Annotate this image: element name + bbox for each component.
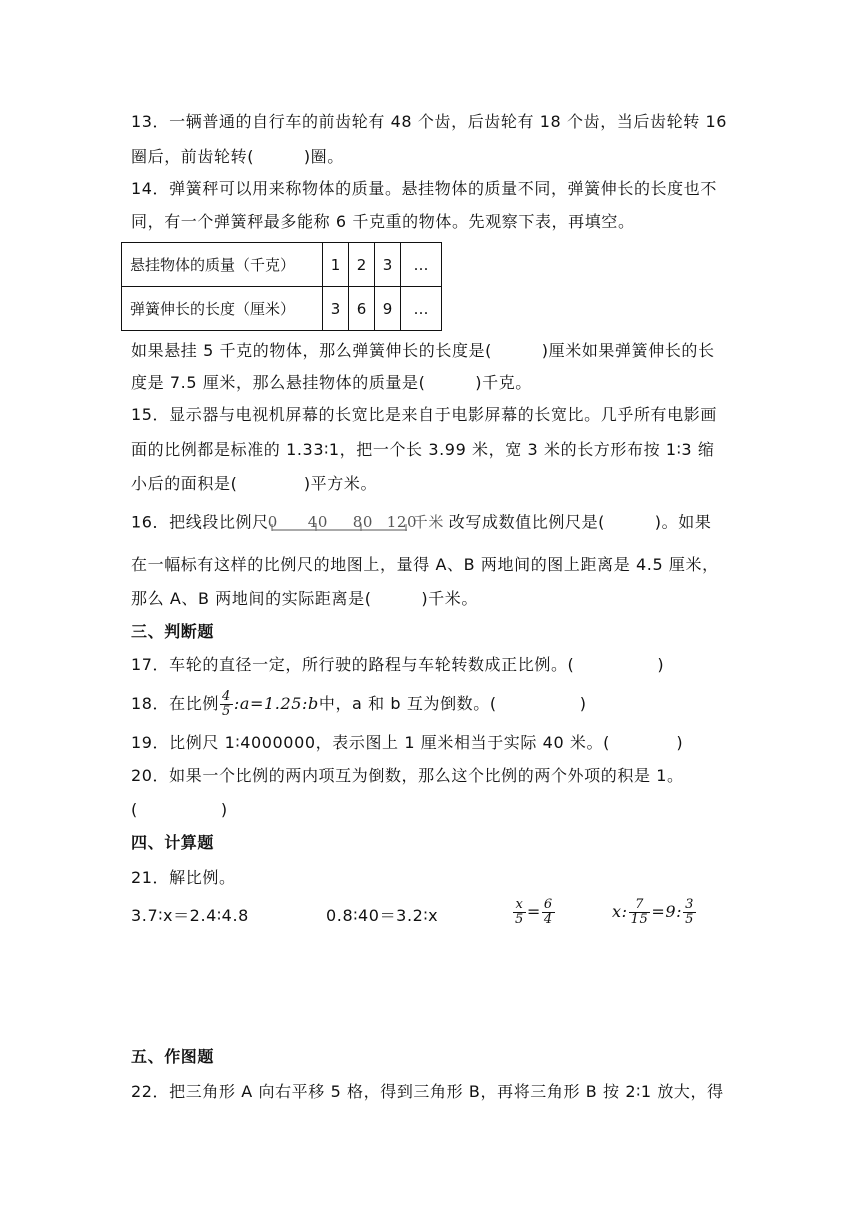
ruler-tick-label: 120 <box>386 513 418 531</box>
q18-prefix: 18．在比例 <box>131 694 219 713</box>
ruler-tick-label: 0 <box>267 513 278 531</box>
table-cell: 9 <box>375 287 401 331</box>
fraction <box>542 898 555 927</box>
q18-suffix: 中，a 和 b 互为倒数。( ) <box>318 694 587 713</box>
q16-line3: 那么 A、B 两地间的实际距离是( )千米。 <box>131 589 478 608</box>
q17-text: 17．车轮的直径一定，所行驶的路程与车轮转数成正比例。( ) <box>131 655 665 674</box>
q18-expression: :a=1.25:b <box>233 694 319 713</box>
fraction-denominator: 5 <box>685 912 695 927</box>
q14-line4: 度是 7.5 厘米，那么悬挂物体的质量是( )千克。 <box>131 373 532 392</box>
fraction-denominator: 5 <box>221 704 231 719</box>
segment-scale-ruler <box>269 512 449 534</box>
ruler-tick-label: 40 <box>307 513 329 531</box>
fraction-numerator: 4 <box>221 689 231 704</box>
q14-line3: 如果悬挂 5 千克的物体，那么弹簧伸长的长度是( )厘米如果弹簧伸长的长 <box>131 341 715 360</box>
q19-text: 19．比例尺 1∶4000000，表示图上 1 厘米相当于实际 40 米。( ) <box>131 733 684 752</box>
table-cell: … <box>401 287 442 331</box>
eq4-middle: =9: <box>651 902 683 921</box>
section-title-judge: 三、判断题 <box>131 622 215 641</box>
q15-line3: 小后的面积是( )平方米。 <box>131 474 378 493</box>
fraction <box>683 898 696 927</box>
table-row-label: 弹簧伸长的长度（厘米） <box>122 287 323 331</box>
fraction-numerator: x <box>513 898 526 913</box>
q20-line1: 20．如果一个比例的两内项互为倒数，那么这个比例的两个外项的积是 1。 <box>131 766 684 785</box>
table-row-label: 悬挂物体的质量（千克） <box>122 243 323 287</box>
fraction-denominator: 5 <box>515 912 524 927</box>
equals-sign: = <box>526 902 541 921</box>
q18-line <box>131 690 587 719</box>
q14-line2: 同，有一个弹簧秤最多能称 6 千克重的物体。先观察下表，再填空。 <box>131 212 635 231</box>
q16-line1 <box>131 512 711 534</box>
q14-line1: 14．弹簧秤可以用来称物体的质量。悬挂物体的质量不同，弹簧伸长的长度也不 <box>131 179 717 198</box>
table-cell: 3 <box>323 287 349 331</box>
spring-table <box>121 242 442 331</box>
fraction-numerator: 3 <box>685 897 695 912</box>
ruler-unit: 千米 <box>412 513 444 531</box>
q20-line2: ( ) <box>131 800 228 819</box>
q13-line2: 圈后，前齿轮转( )圈。 <box>131 147 344 166</box>
eq4-prefix: x: <box>612 902 628 921</box>
table-row <box>122 287 442 331</box>
table-cell: 1 <box>323 243 349 287</box>
q21-equation-4 <box>612 898 697 927</box>
fraction-denominator: 15 <box>630 912 649 927</box>
q16-suffix: 改写成数值比例尺是( )。如果 <box>448 512 712 532</box>
q15-line2: 面的比例都是标准的 1.33∶1，把一个长 3.99 米，宽 3 米的长方形布按 1∶3 缩 <box>131 440 715 459</box>
fraction <box>629 898 651 927</box>
table-cell: … <box>401 243 442 287</box>
table-row <box>122 243 442 287</box>
q22-line1: 22．把三角形 A 向右平移 5 格，得到三角形 B，再将三角形 B 按 2∶1 放大，得 <box>131 1082 724 1101</box>
fraction-numerator: 6 <box>543 897 553 912</box>
section-title-calc: 四、计算题 <box>131 833 215 852</box>
q18-fraction <box>220 690 233 719</box>
q21-equation-3 <box>512 898 556 927</box>
section-title-drawing: 五、作图题 <box>131 1047 215 1066</box>
q21-equation-1: 3.7∶x＝2.4∶4.8 <box>131 906 249 925</box>
ruler-tick-label: 80 <box>352 513 374 531</box>
fraction-denominator: 4 <box>543 912 553 927</box>
fraction <box>513 898 526 927</box>
q16-prefix: 16．把线段比例尺 <box>131 512 269 532</box>
q21-title: 21．解比例。 <box>131 868 236 887</box>
q16-line2: 在一幅标有这样的比例尺的地图上，量得 A、B 两地间的图上距离是 4.5 厘米， <box>131 555 719 574</box>
q15-line1: 15．显示器与电视机屏幕的长宽比是来自于电影屏幕的长宽比。几乎所有电影画 <box>131 405 717 424</box>
q21-equation-2: 0.8∶40＝3.2∶x <box>326 906 439 925</box>
table-cell: 6 <box>349 287 375 331</box>
table-cell: 3 <box>375 243 401 287</box>
q13-line1: 13．一辆普通的自行车的前齿轮有 48 个齿，后齿轮有 18 个齿，当后齿轮转 16 <box>131 112 728 131</box>
table-cell: 2 <box>349 243 375 287</box>
fraction-numerator: 7 <box>629 898 651 913</box>
